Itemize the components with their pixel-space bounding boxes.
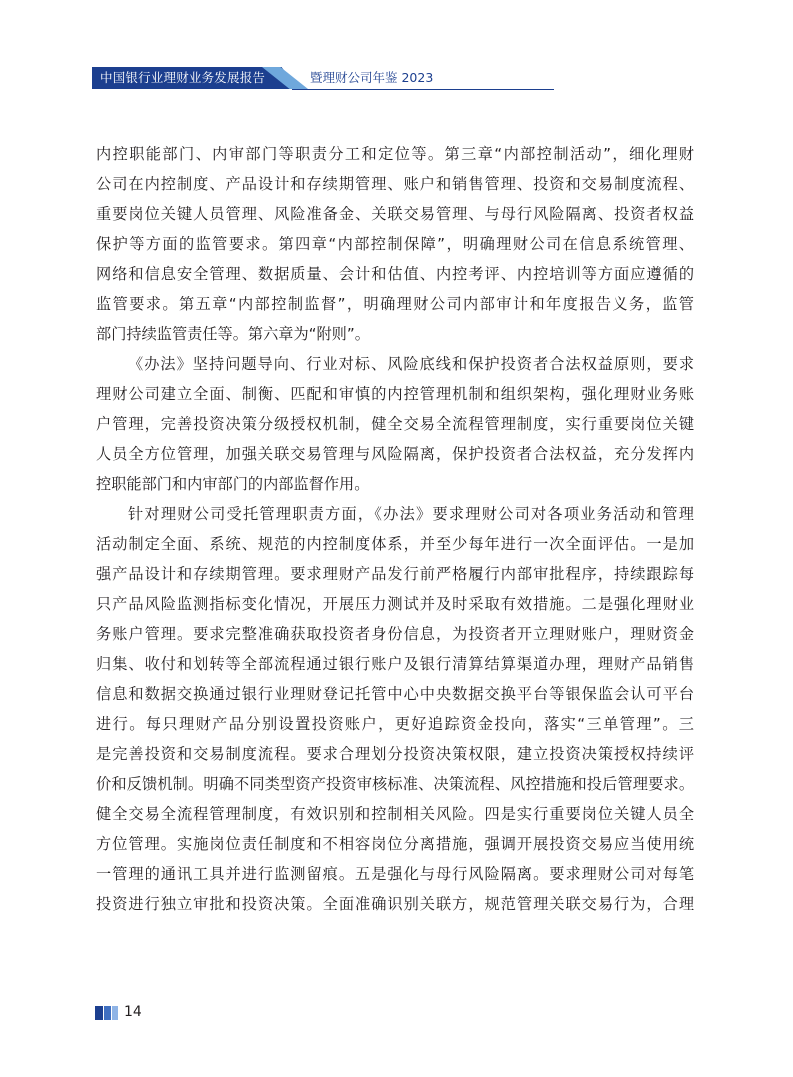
text-line: 《办法》坚持问题导向、行业对标、风险底线和保护投资者合法权益原则，要求 <box>128 355 694 373</box>
text-line: 公司在内控制度、产品设计和存续期管理、账户和销售管理、投资和交易制度流程、 <box>96 175 694 193</box>
text-line: 是完善投资和交易制度流程。要求合理划分投资决策权限，建立投资决策授权持续评 <box>96 745 694 763</box>
footer-bar <box>95 1006 103 1020</box>
text-line: 信息和数据交换通过银行业理财登记托管中心中央数据交换平台等银保监会认可平台 <box>96 685 694 703</box>
text-line: 重要岗位关键人员管理、风险准备金、关联交易管理、与母行风险隔离、投资者权益 <box>96 205 694 223</box>
text-line: 理财公司建立全面、制衡、匹配和审慎的内控管理机制和组织架构，强化理财业务账 <box>96 385 694 403</box>
text-line: 一管理的通讯工具并进行监测留痕。五是强化与母行风险隔离。要求理财公司对每笔 <box>96 865 694 883</box>
paragraph <box>96 139 694 349</box>
text-line: 人员全方位管理，加强关联交易管理与风险隔离，保护投资者合法权益，充分发挥内 <box>96 445 694 463</box>
page-header <box>92 66 464 92</box>
text-line: 归集、收付和划转等全部流程通过银行账户及银行清算结算渠道办理，理财产品销售 <box>96 655 694 673</box>
text-line: 强产品设计和存续期管理。要求理财产品发行前严格履行内部审批程序，持续跟踪每 <box>96 565 694 583</box>
footer-bars-icon <box>95 1006 119 1020</box>
text-line: 户管理，完善投资决策分级授权机制，健全交易全流程管理制度，实行重要岗位关键 <box>96 415 694 433</box>
report-subtitle: 暨理财公司年鉴 2023 <box>310 70 434 85</box>
text-line: 活动制定全面、系统、规范的内控制度体系，并至少每年进行一次全面评估。一是加 <box>96 535 694 553</box>
footer-bar <box>112 1006 118 1020</box>
text-line: 进行。每只理财产品分别设置投资账户，更好追踪资金投向，落实“三单管理”。三 <box>96 715 694 733</box>
report-title: 中国银行业理财业务发展报告 <box>100 70 266 85</box>
text-line: 只产品风险监测指标变化情况，开展压力测试并及时采取有效措施。二是强化理财业 <box>96 595 694 613</box>
page-number: 14 <box>124 1004 142 1020</box>
footer-bar <box>104 1006 111 1020</box>
text-line: 保护等方面的监管要求。第四章“内部控制保障”，明确理财公司在信息系统管理、 <box>96 235 694 253</box>
text-line: 务账户管理。要求完整准确获取投资者身份信息，为投资者开立理财账户，理财资金 <box>96 625 694 643</box>
text-line: 方位管理。实施岗位责任制度和不相容岗位分离措施，强调开展投资交易应当使用统 <box>96 835 694 853</box>
text-line: 针对理财公司受托管理职责方面，《办法》要求理财公司对各项业务活动和管理 <box>128 505 694 523</box>
text-line: 内控职能部门、内审部门等职责分工和定位等。第三章“内部控制活动”，细化理财 <box>96 145 694 163</box>
header-rule <box>292 89 554 90</box>
text-line: 价和反馈机制。明确不同类型资产投资审核标准、决策流程、风控措施和投后管理要求。 <box>96 775 694 793</box>
paragraph <box>96 499 694 919</box>
paragraph <box>96 349 694 499</box>
text-line: 网络和信息安全管理、数据质量、会计和估值、内控考评、内控培训等方面应遵循的 <box>96 265 694 283</box>
text-line: 部门持续监管责任等。第六章为“附则”。 <box>96 325 370 343</box>
text-line: 投资进行独立审批和投资决策。全面准确识别关联方，规范管理关联交易行为，合理 <box>96 895 694 913</box>
text-line: 健全交易全流程管理制度，有效识别和控制相关风险。四是实行重要岗位关键人员全 <box>96 805 694 823</box>
body-text <box>96 139 694 919</box>
text-line: 控职能部门和内审部门的内部监督作用。 <box>96 475 370 493</box>
text-line: 监管要求。第五章“内部控制监督”，明确理财公司内部审计和年度报告义务，监管 <box>96 295 694 313</box>
